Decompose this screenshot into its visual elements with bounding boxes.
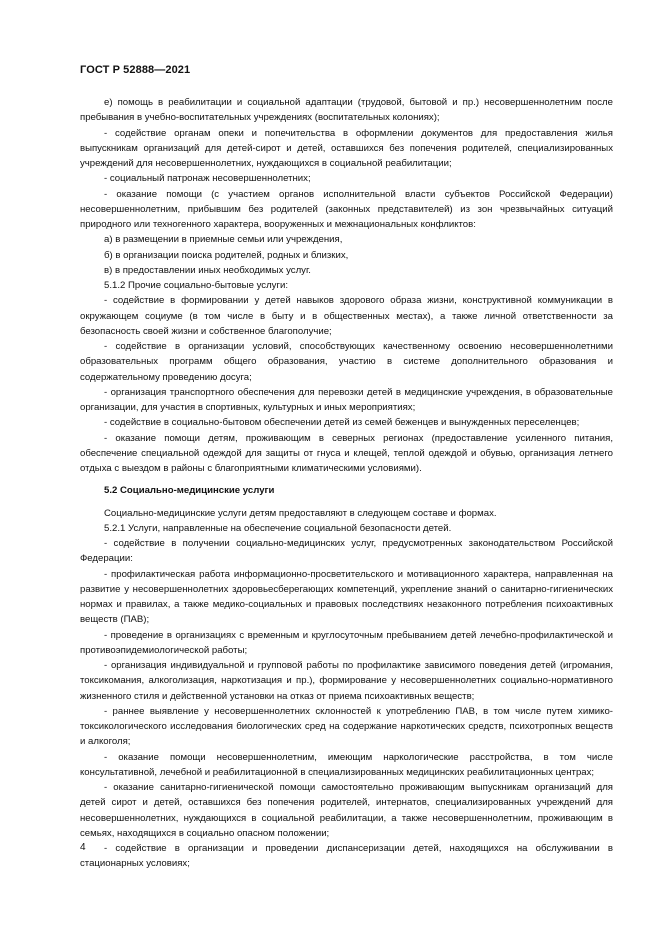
paragraph: - содействие органам опеки и попечительства в оформлении документов для предоставления жилья выпускникам организаций для детей-сирот и детей, оставшихся без попечения родителей, специализированных учреждений для несовершеннолетних, нуждающихся в социальной реабилитации; (80, 127, 613, 169)
paragraph: - организация индивидуальной и групповой работы по профилактике зависимого поведения детей (игромания, токсикомания, алкоголизация, наркотизация и пр.), формирование у несовершеннолетних социально-нормативного жизненного стиля и действенной установки на отказ от приема психоактивных веществ; (80, 660, 613, 702)
paragraph: - содействие в социально-бытовом обеспечении детей из семей беженцев и вынужденных переселенцев; (104, 417, 580, 429)
paragraph: б) в организации поиска родителей, родных и близких, (104, 249, 349, 261)
paragraph: - оказание помощи несовершеннолетним, имеющим наркологические расстройства, в том числе консультативной, лечебной и реабилитационной в специализированных медицинских реабилитационных центрах; (80, 751, 613, 778)
paragraph: - оказание санитарно-гигиенической помощи самостоятельно проживающим выпускникам организаций для детей сирот и детей, оставшихся без попечения родителей, интернатов, специализированных учреждений для несовершеннолетних, нуждающихся в социальной реабилитации, а также несовершеннолетним, проживающим в семьях, находящихся в социально опасном положении; (80, 782, 613, 839)
document-body (80, 95, 613, 872)
paragraph: - социальный патронаж несовершеннолетних; (104, 173, 311, 185)
paragraph: - содействие в получении социально-медицинских услуг, предусмотренных законодательством Российской Федерации: (80, 538, 613, 565)
paragraph: в) в предоставлении иных необходимых услуг. (104, 264, 311, 276)
paragraph: - оказание помощи (с участием органов исполнительной власти субъектов Российской Федерации) несовершеннолетним, прибывшим без родителей (законных представителей) из зон чрезвычайных ситуаций природного или техногенного характера, вооруженных и межнациональных конфликтов: (80, 188, 613, 230)
section-heading: 5.2 Социально-медицинские услуги (104, 485, 275, 497)
paragraph: - содействие в организации условий, способствующих качественному освоению несовершеннолетними образовательных программ общего образования, участию в системе дополнительного образования и содержательному проведению досуга; (80, 341, 613, 383)
paragraph: Социально-медицинские услуги детям предоставляют в следующем составе и формах. (104, 507, 497, 519)
paragraph: 5.2.1 Услуги, направленные на обеспечение социальной безопасности детей. (104, 522, 452, 534)
paragraph: е) помощь в реабилитации и социальной адаптации (трудовой, бытовой и пр.) несовершеннолетним после пребывания в учебно-воспитательных учреждениях (воспитательных колониях); (80, 97, 613, 124)
paragraph: - содействие в формировании у детей навыков здорового образа жизни, конструктивной коммуникации в окружающем социуме (в том числе в быту и в общественных местах), а также личной ответственности за безопасность своей жизни и собственное благополучие; (80, 295, 613, 337)
paragraph: - профилактическая работа информационно-просветительского и мотивационного характера, направленная на развитие у несовершеннолетних здоровьесберегающих компетенций, укрепление знаний о санитарно-гигиенических нормах и правилах, а также медико-социальных и правовых последствиях незаконного потребления психоактивных веществ (ПАВ); (80, 568, 613, 626)
page-number: 4 (80, 842, 86, 853)
paragraph: - оказание помощи детям, проживающим в северных регионах (предоставление усиленного питания, обеспечение специальной одеждой для защиты от гнуса и клещей, теплой одеждой и обувью, организация летнего отдыха с выездом в районы с благоприятными климатическими условиями). (80, 432, 613, 474)
paragraph: - организация транспортного обеспечения для перевозки детей в медицинские учреждения, в образовательные организации, для участия в спортивных, культурных и иных мероприятиях; (80, 386, 613, 413)
paragraph: - проведение в организациях с временным и круглосуточным пребыванием детей лечебно-профилактической и противоэпидемиологической работы; (80, 629, 613, 656)
paragraph: а) в размещении в приемные семьи или учреждения, (104, 234, 343, 246)
paragraph: 5.1.2 Прочие социально-бытовые услуги: (104, 280, 288, 291)
paragraph: - раннее выявление у несовершеннолетних склонностей к употреблению ПАВ, в том числе путем химико-токсикологического исследования биологических сред на содержание наркотических средств, психотропных веществ и алкоголя; (80, 705, 613, 748)
document-header: ГОСТ Р 52888—2021 (80, 64, 191, 76)
paragraph: - содействие в организации и проведении диспансеризации детей, находящихся на обслуживании в стационарных условиях; (80, 843, 613, 870)
